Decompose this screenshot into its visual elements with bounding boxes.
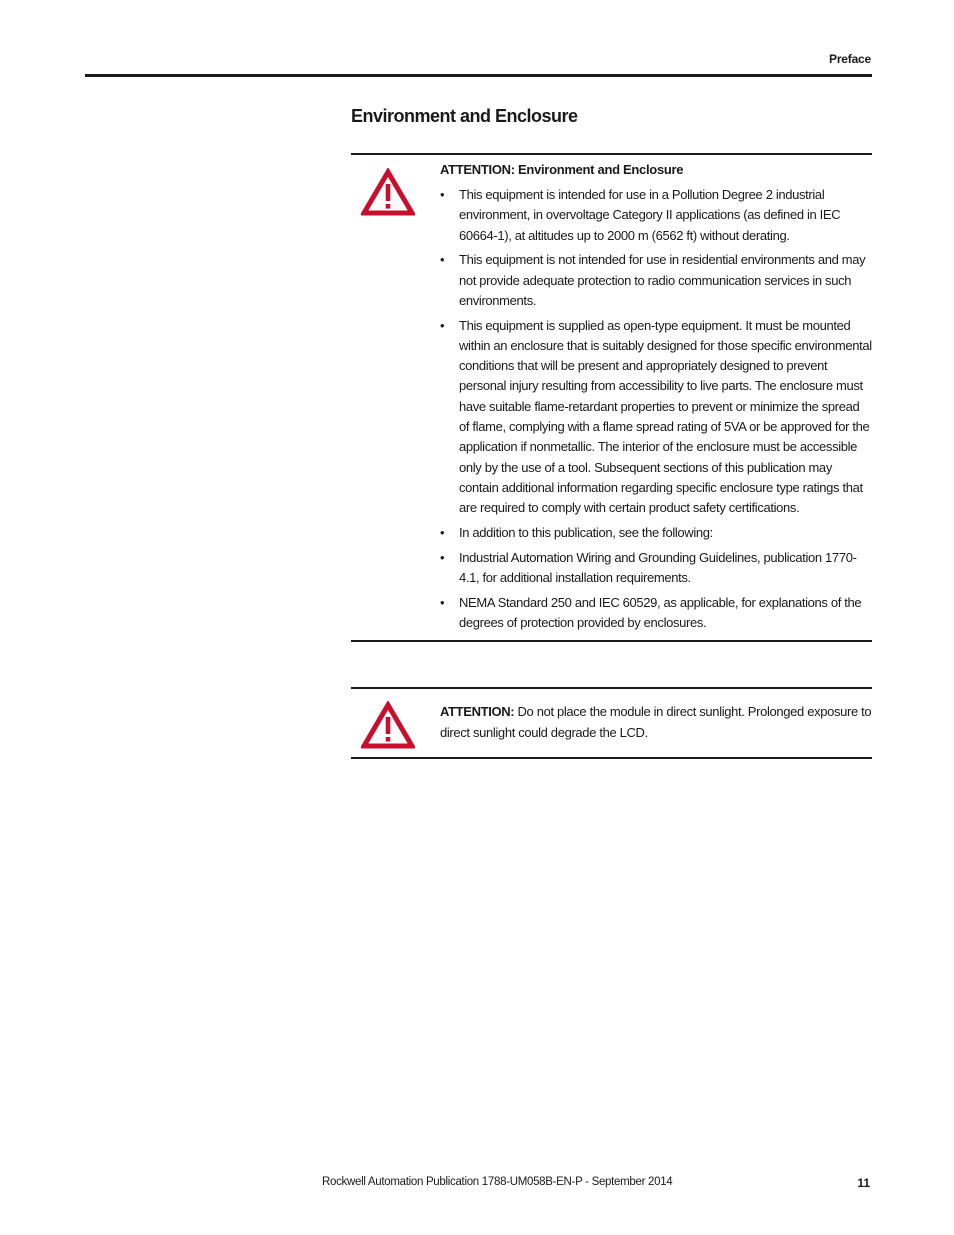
attention-label: ATTENTION: [440, 704, 515, 719]
list-item-text: In addition to this publication, see the following: [459, 524, 713, 540]
list-item [440, 250, 872, 311]
bullet-glyph: • [440, 252, 445, 268]
attention-box-environment [351, 153, 872, 642]
footer-publication: Rockwell Automation Publication 1788-UM058B-EN-P - September 2014 [322, 1176, 673, 1188]
header-rule [85, 74, 872, 77]
list-item [440, 523, 872, 543]
page-number: 11 [857, 1176, 870, 1190]
list-item [440, 185, 872, 246]
list-item [440, 593, 872, 634]
warning-triangle-icon [361, 701, 415, 749]
attention-content [440, 702, 872, 743]
warning-triangle-icon [361, 168, 415, 216]
list-item-text: This equipment is supplied as open-type equipment. It must be mounted within an enclosure that is suitably designed for those specific environmental conditions that will be present and appropriately designed to prevent personal injury resulting from accessibility to live parts. The enclosure must have suitable flame-retardant properties to prevent or minimize the spread of flame, complying with a flame spread rating of 5VA or be approved for the application if nonmetallic. The interior of the enclosure must be accessible only by the use of a tool. Subsequent sections of this publication may contain additional information regarding specific enclosure type ratings that are required to comply with certain product safety certifications. [459, 317, 872, 516]
list-item [440, 316, 872, 519]
attention-paragraph [440, 702, 872, 743]
bullet-glyph: • [440, 594, 445, 610]
section-title: Environment and Enclosure [351, 106, 578, 126]
running-header: Preface [829, 52, 871, 66]
bullet-glyph: • [440, 187, 445, 202]
attention-content [440, 160, 872, 638]
bullet-glyph: • [440, 549, 445, 565]
attention-title: ATTENTION: Environment and Enclosure [440, 162, 684, 177]
bullet-glyph: • [440, 317, 445, 333]
list-item-text: This equipment is not intended for use in residential environments and may not provide adequate protection to radio communication services in such environments. [459, 252, 866, 308]
list-item [440, 548, 872, 589]
list-item-text: Industrial Automation Wiring and Grounding Guidelines, publication 1770-4.1, for additional installation requirements. [459, 549, 857, 585]
attention-bullet-list [440, 185, 872, 633]
list-item-text: This equipment is intended for use in a Pollution Degree 2 industrial environment, in overvoltage Category II applications (as defined in IEC 60664-1), at altitudes up to 2000 m (6562 ft) without derating. [459, 187, 841, 243]
attention-text: Do not place the module in direct sunlight. Prolonged exposure to direct sunlight could degrade the LCD. [440, 704, 872, 740]
attention-box-sunlight [351, 687, 872, 759]
bullet-glyph: • [440, 524, 445, 540]
list-item-text: NEMA Standard 250 and IEC 60529, as applicable, for explanations of the degrees of protection provided by enclosures. [459, 594, 862, 630]
